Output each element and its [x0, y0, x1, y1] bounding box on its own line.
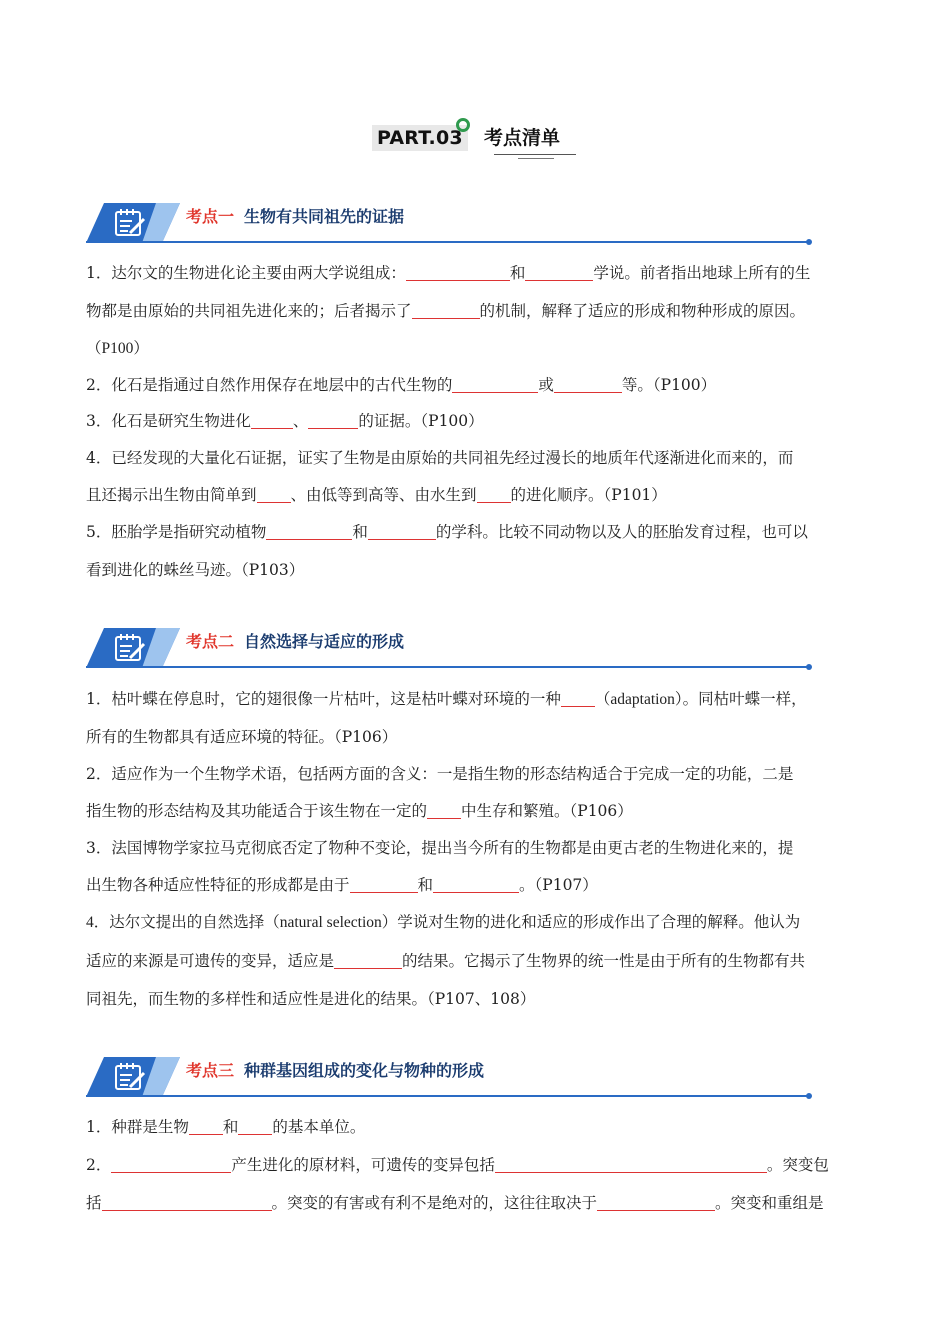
text-line — [86, 793, 872, 829]
text-segment: 和 — [222, 1118, 239, 1136]
section-header-2 — [86, 628, 814, 674]
text-segment: 和 — [352, 523, 368, 541]
text-line — [86, 903, 872, 942]
text-line — [86, 439, 872, 477]
section-divider — [86, 666, 810, 668]
section-title — [186, 1061, 484, 1081]
text-segment: 。（P107） — [519, 876, 598, 894]
text-segment: 和 — [509, 264, 526, 282]
answer-blank — [525, 263, 593, 281]
text-line — [86, 1184, 872, 1222]
section-banner — [86, 628, 186, 668]
ring-icon — [456, 118, 470, 132]
text-segment: 等。（P100） — [621, 376, 717, 394]
section-number: 考点一 — [186, 207, 235, 226]
text-segment: 、由低等到高等、由水生到 — [290, 486, 477, 504]
answer-blank — [266, 522, 352, 540]
text-segment: 2．适应作为一个生物学术语，包括两方面的含义：一是指生物的形态结构适合于完成一定的功能，二是 — [86, 765, 794, 783]
text-segment: 的学科。比较不同动物以及人的胚胎发育过程，也可以 — [435, 523, 808, 541]
text-line — [86, 254, 872, 292]
text-line — [86, 755, 872, 793]
text-segment: 1．种群是生物 — [86, 1118, 189, 1136]
text-segment: 出生物各种适应性特征的形成都是由于 — [86, 876, 350, 894]
text-segment: （adaptation）。同枯叶蝶一样， — [594, 691, 807, 708]
text-segment: 的结果。它揭示了生物界的统一性是由于所有的生物都有共 — [402, 952, 806, 970]
text-line — [86, 367, 872, 403]
section-banner — [86, 203, 186, 243]
section-number: 考点三 — [186, 1061, 235, 1080]
text-segment: 和 — [417, 876, 434, 894]
title-underline — [494, 154, 576, 155]
text-segment: 的进化顺序。（P101） — [510, 486, 667, 504]
notepad-pencil-icon — [116, 209, 144, 235]
text-segment: 所有的生物都具有适应环境的特征。（P106） — [86, 728, 398, 746]
text-segment: 学说。前者指出地球上所有的生 — [593, 264, 811, 282]
notepad-pencil-icon — [116, 634, 144, 660]
answer-blank — [334, 951, 402, 969]
text-line — [86, 551, 872, 589]
section-number: 考点二 — [186, 632, 235, 651]
text-segment: 的证据。（P100） — [358, 412, 484, 430]
text-line — [86, 403, 872, 439]
text-segment: 且还揭示出生物由简单到 — [86, 486, 257, 504]
answer-blank — [257, 485, 291, 503]
text-segment: 的机制，解释了适应的形成和物种形成的原因。 — [479, 302, 806, 320]
text-segment: （P100） — [86, 340, 149, 357]
section-title — [186, 632, 404, 652]
text-segment: 。突变包 — [766, 1156, 829, 1174]
text-segment: 1．达尔文的生物进化论主要由两大学说组成： — [86, 264, 406, 282]
text-segment: 适应的来源是可遗传的变异，适应是 — [86, 952, 335, 970]
answer-blank — [452, 375, 538, 393]
text-segment: 产生进化的原材料，可遗传的变异包括 — [231, 1156, 495, 1174]
answer-blank — [102, 1193, 272, 1211]
answer-blank — [251, 411, 293, 429]
text-line — [86, 980, 872, 1018]
divider-dot — [806, 1093, 812, 1099]
text-line — [86, 719, 872, 755]
answer-blank — [561, 689, 595, 707]
text-segment: 中生存和繁殖。（P106） — [461, 802, 633, 820]
section-divider — [86, 1095, 810, 1097]
text-segment: 或 — [538, 376, 554, 394]
section-banner — [86, 1057, 186, 1097]
section-2-content — [86, 680, 872, 1018]
text-line — [86, 1108, 872, 1146]
answer-blank — [412, 301, 480, 319]
section-header-1 — [86, 203, 814, 249]
text-segment: 4．达尔文提出的自然选择（natural selection）学说对生物的进化和适应的形成作出了合理的解释。他认为 — [86, 914, 801, 931]
section-1-content — [86, 254, 872, 589]
answer-blank — [495, 1155, 767, 1173]
text-segment: 3．法国博物学家拉马克彻底否定了物种不变论，提出当今所有的生物都是由更古老的生物进化来的，提 — [86, 839, 794, 857]
answer-blank — [554, 375, 622, 393]
section-divider — [86, 241, 810, 243]
answer-blank — [433, 875, 519, 893]
answer-blank — [350, 875, 418, 893]
answer-blank — [406, 263, 510, 281]
text-segment: 2．化石是指通过自然作用保存在地层中的古代生物的 — [86, 376, 453, 394]
text-line — [86, 477, 872, 513]
section-title — [186, 207, 404, 227]
text-segment: 括 — [86, 1194, 102, 1212]
text-segment: 4．已经发现的大量化石证据，证实了生物是由原始的共同祖先经过漫长的地质年代逐渐进化而来的，而 — [86, 449, 794, 467]
answer-blank — [189, 1117, 223, 1135]
text-segment: 同祖先，而生物的多样性和适应性是进化的结果。（P107、108） — [86, 990, 536, 1008]
text-line — [86, 942, 872, 980]
text-line — [86, 867, 872, 903]
text-line — [86, 292, 872, 330]
page-title: 考点清单 — [484, 127, 561, 149]
text-line — [86, 330, 872, 367]
divider-dot — [806, 664, 812, 670]
section-header-3 — [86, 1057, 814, 1103]
section-name: 自然选择与适应的形成 — [244, 632, 405, 651]
answer-blank — [368, 522, 436, 540]
part-badge: PART.03 — [372, 125, 468, 151]
section-3-content — [86, 1108, 872, 1222]
text-line — [86, 680, 872, 719]
answer-blank — [111, 1155, 231, 1173]
text-segment: 5．胚胎学是指研究动植物 — [86, 523, 267, 541]
text-segment: 看到进化的蛛丝马迹。（P103） — [86, 561, 305, 579]
section-name: 生物有共同祖先的证据 — [244, 207, 405, 226]
answer-blank — [477, 485, 511, 503]
text-segment: 的基本单位。 — [272, 1118, 366, 1136]
text-segment: 1．枯叶蝶在停息时，它的翅很像一片枯叶，这是枯叶蝶对环境的一种 — [86, 690, 561, 708]
text-segment: 、 — [292, 412, 309, 430]
divider-dot — [806, 239, 812, 245]
title-underline-short — [518, 158, 554, 159]
text-segment: 指生物的形态结构及其功能适合于该生物在一定的 — [86, 802, 428, 820]
answer-blank — [597, 1193, 715, 1211]
text-line — [86, 513, 872, 551]
text-segment: 2． — [86, 1156, 112, 1174]
answer-blank — [308, 411, 358, 429]
answer-blank — [238, 1117, 272, 1135]
text-segment: 3．化石是研究生物进化 — [86, 412, 251, 430]
text-segment: 物都是由原始的共同祖先进化来的；后者揭示了 — [86, 302, 412, 320]
part-header — [372, 118, 582, 162]
section-name: 种群基因组成的变化与物种的形成 — [244, 1061, 485, 1080]
text-line — [86, 829, 872, 867]
answer-blank — [427, 801, 461, 819]
text-segment: 。突变和重组是 — [715, 1194, 824, 1212]
notepad-pencil-icon — [116, 1063, 144, 1089]
text-line — [86, 1146, 872, 1184]
text-segment: 。突变的有害或有利不是绝对的，这往往取决于 — [271, 1194, 598, 1212]
